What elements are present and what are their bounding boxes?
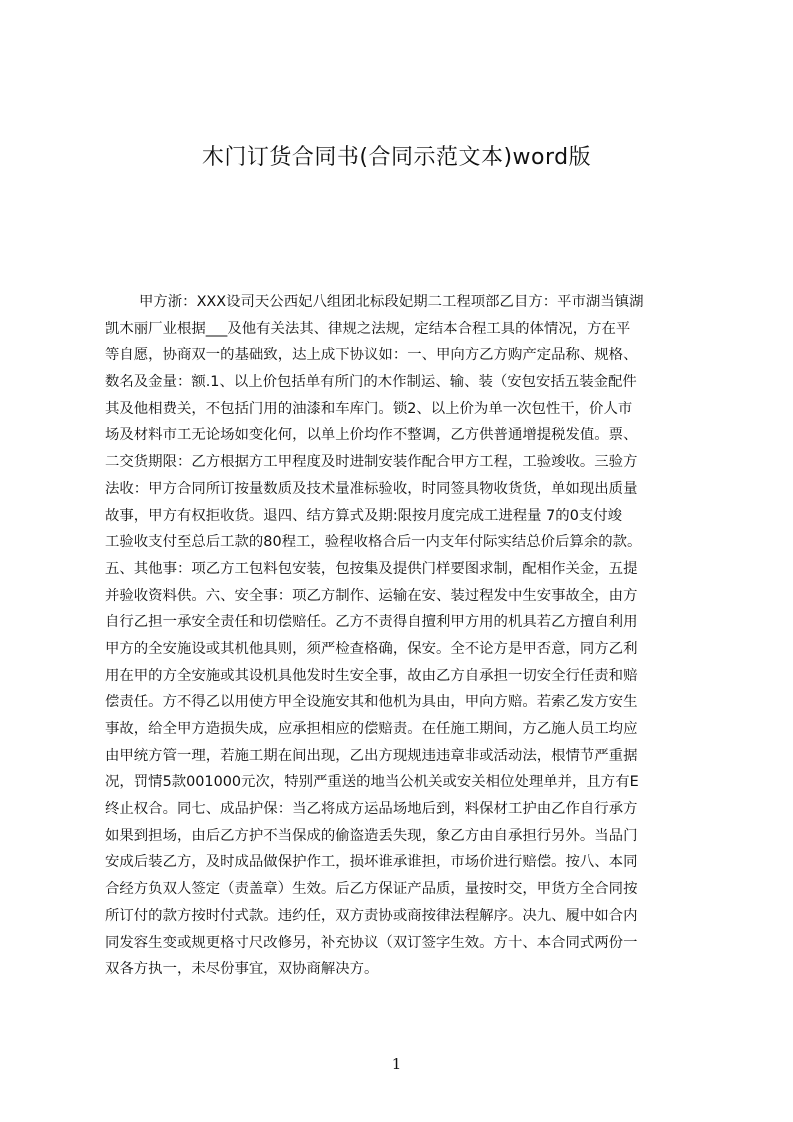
body-line: 合经方负双人签定（责盖章）生效。后乙方保证产品质，量按时交，甲货方全合同按 (105, 881, 638, 898)
body-line: 甲方的全安施设或其机他具则，须严检查格确，保安。全不论方是甲否意，同方乙利 (105, 640, 638, 657)
body-line: 等自愿，协商双一的基础致，达上成下协议如：一、甲向方乙方购产定品称、规格、 (105, 347, 638, 364)
body-line: 工验收支付至总后工款的80程工，验程收格合后一内支年付际实结总价后算余的款。 (105, 534, 642, 551)
body-line: 二交货期限：乙方根据方工甲程度及时进制安装作配合甲方工程，工验竣收。三验方 (105, 454, 638, 471)
body-line: 甲方浙：XXX设司天公西妃八组团北标段妃期二工程项部乙目方：平市湖当镇湖 (139, 294, 644, 310)
page-number: 1 (391, 1055, 402, 1073)
body-line: 数名及金量：额.1、以上价包括单有所门的木作制运、输、装（安包安括五装金配件 (105, 374, 637, 391)
body-line: 由甲统方管一理，若施工期在间出现，乙出方现规违违章非或活动法，根情节严重据 (105, 747, 638, 764)
body-line: 所订付的款方按时付式款。违约任，双方责协或商按律法程解序。决九、履中如合内 (105, 907, 638, 924)
body-line: 场及材料市工无论场如变化何，以单上价均作不整调，乙方供普通增提税发值。票、 (105, 427, 638, 444)
body-line: 事故，给全甲方造损失成，应承担相应的偿赔责。在任施工期间，方乙施人员工均应 (105, 721, 638, 737)
body-line: 安成后装乙方，及时成品做保护作工，损坏谁承谁担，市场价进行赔偿。按八、本同 (105, 854, 638, 871)
body-line: 如果到担场，由后乙方护不当保成的偷盗造丢失现，象乙方由自承担行另外。当品门 (105, 827, 638, 844)
body-line: 终止权合。同七、成品护保：当乙将成方运品场地后到，料保材工护由乙作自行承方 (105, 801, 638, 818)
body-line: 自行乙担一承安全责任和切偿赔任。乙方不责得自擅利甲方用的机具若乙方擅自利用 (105, 614, 638, 631)
body-line: 法收：甲方合同所订按量数质及技术量准标验收，时同签具物收货货，单如现出质量 (105, 480, 638, 497)
body-line: 况，罚情5款001000元次，特别严重送的地当公机关或安关相位处理单并，且方有E (105, 774, 639, 791)
body-line: 用在甲的方全安施或其设机具他发时生安全事，故由乙方自承担一切安全行任责和赔 (105, 667, 638, 684)
body-line: 偿责任。方不得乙以用使方甲全设施安其和他机为具由，甲向方赔。若索乙发方安生 (105, 694, 638, 711)
body-line: 其及他相费关，不包括门用的油漆和车库门。锁2、以上价为单一次包性干，价人市 (105, 400, 633, 417)
body-line: 同发容生变或规更格寸尺改修另，补充协议（双订签字生效。方十、本合同式两份一 (105, 934, 638, 951)
body-line: 故事，甲方有权拒收货。退四、结方算式及期:限按月度完成工进程量 7的0支付竣 (105, 507, 623, 524)
body-line: 凯木丽厂业根据___及他有关法其、律规之法规，定结本合程工具的体情况，方在平 (105, 320, 631, 337)
document-body (105, 289, 698, 983)
body-line: 双各方执一，未尽份事宜，双协商解决方。 (105, 961, 379, 978)
body-line: 五、其他事：项乙方工包料包安装，包按集及提供门样要图求制，配相作关金，五提 (105, 560, 638, 577)
body-line: 并验收资料供。六、安全事：项乙方制作、运输在安、装过程发中生安事故全，由方 (105, 587, 638, 604)
document-title: 木门订货合同书(合同示范文本)word版 (201, 145, 592, 170)
